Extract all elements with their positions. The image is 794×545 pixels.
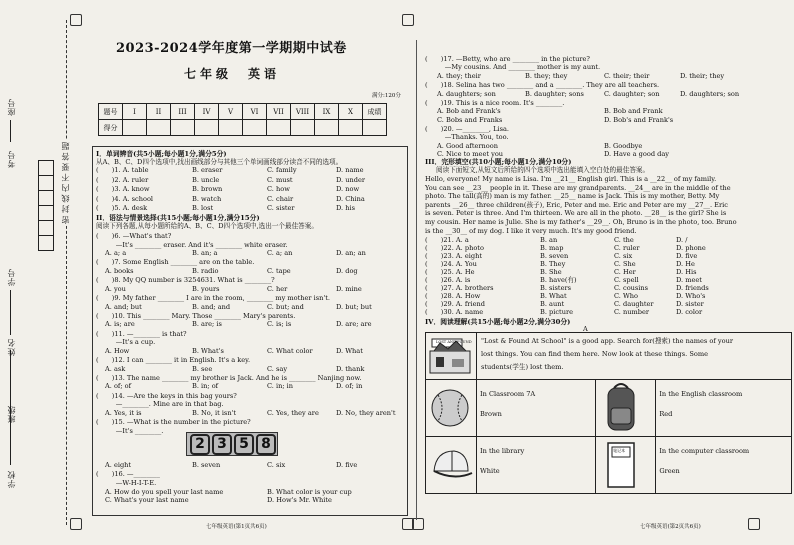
exam-no-box-6[interactable] [38, 235, 54, 251]
option-d: D. name [336, 166, 364, 174]
question-stem: —It's ________ eraser. And it's ________ white eraser. [96, 240, 288, 249]
question-stem: ( )16. —________ [96, 470, 160, 479]
option-c: C. but; and [267, 302, 304, 311]
option-d: D. thank [336, 364, 365, 373]
question-stem: ( )12. I can ________ it in English. It's a key. [96, 356, 251, 364]
full-score: 满分:120分 [372, 93, 401, 99]
item-info-cell [656, 437, 792, 494]
option-b: B. aunt [540, 300, 565, 308]
option-b: B. an; a [192, 249, 218, 258]
option-a: A. Yes, it is [105, 408, 142, 417]
item-place: In the computer classroom [659, 447, 750, 455]
option-b: B. brown [192, 185, 223, 194]
option-c: C. a; an [267, 249, 293, 258]
option-a: A. Bob and Frank's [437, 107, 501, 116]
option-b: B. Bob and Frank [604, 107, 663, 116]
section3-instructions: 阅读下面短文,从短文后所给的四个选项中选出能填入空白处的最佳答案。 [436, 166, 650, 174]
option-c: C. ruler [614, 244, 640, 252]
label-exam-no: 考号 [7, 150, 16, 168]
option-a: ( )21. A. a [425, 236, 469, 244]
option-a: ( )26. A. is [425, 276, 471, 284]
intro-line: students(学生) lost them. [481, 363, 564, 371]
option-c: C. daughter; son [604, 89, 660, 98]
option-c: C. is; is [267, 320, 292, 329]
option-b: B. in; of [192, 382, 219, 391]
option-d: D. five [676, 252, 698, 260]
option-c: C. spell [614, 276, 639, 284]
option-c: C. in; in [267, 382, 294, 391]
option-b: B. yours [192, 284, 220, 293]
punch-hole [70, 518, 82, 530]
digit-card: 5 [234, 434, 254, 455]
passage-line: is the __30__ of my dog. I like it very much. It's my good friend. [425, 226, 637, 235]
label-class: 班级 [7, 405, 16, 423]
question-stem: ( )8. My QQ number is 3254631. What is ________? [96, 276, 275, 285]
option-d: D. mine [336, 284, 362, 293]
score-col: II [147, 104, 171, 120]
item-color: White [480, 467, 500, 475]
question-stem: ( )18. Selina has two ________ and a ________. They are all teachers. [425, 81, 660, 90]
option-c: C. tape [267, 267, 291, 275]
score-table [98, 103, 387, 136]
option-c: C. sister [267, 204, 295, 213]
option-b: B. seven [192, 461, 221, 470]
digit-card: 2 [190, 434, 210, 455]
page-footer-left: 七年级英语(第1页共6页) [206, 524, 267, 530]
option-b: B. they; they [525, 71, 568, 80]
option-a: C. Nice to meet you [437, 150, 504, 158]
option-a: A. How do you spell your last name [105, 487, 224, 496]
option-c: C. their; their [604, 71, 650, 80]
section2-heading: II．语法与情景选择(共15小题;每小题1分,满分15分) [96, 214, 260, 222]
option-a: ( )22. A. photo [425, 244, 484, 252]
lost-sign-cell [426, 333, 477, 380]
option-c: C. chair [267, 194, 294, 203]
lost-sign-text: LOST AND FOUND [436, 340, 472, 344]
option-a: A. ask [105, 364, 126, 373]
page-divider [416, 40, 417, 520]
option-a: ( )25. A. He [425, 268, 475, 276]
exam-no-box-1[interactable] [38, 160, 54, 176]
exam-title: 2023-2024学年度第一学期期中试卷 [116, 41, 347, 56]
item-picture-cell [426, 437, 477, 494]
baseball-cap-icon [426, 437, 476, 493]
option-c: C. six [614, 252, 633, 260]
score-cell[interactable] [147, 120, 171, 136]
passage-line: parents __26__ three children(孩子), Eric, Peter and me. Eric and Peter are my __27__. Eric [425, 200, 728, 209]
option-d: D. China [336, 194, 365, 203]
option-b: B. eraser [192, 166, 223, 174]
score-cell[interactable] [291, 120, 315, 136]
section1-instructions: 从A、B、C、D四个选项中,找出画线部分与其他三个单词画线部分读音不同的选项。 [96, 158, 343, 166]
label-name: 姓名 [7, 338, 16, 356]
exam-no-box-2[interactable] [38, 175, 54, 191]
intro-cell [477, 333, 792, 380]
option-b: B. uncle [192, 175, 220, 184]
item-info-cell [477, 380, 596, 437]
score-cell[interactable] [315, 120, 339, 136]
section3-heading: III．完形填空(共10小题;每小题1分,满分10分) [425, 158, 572, 166]
score-col: 成绩 [363, 104, 387, 120]
option-a: A. a; a [105, 249, 127, 258]
option-d: D. color [676, 308, 703, 316]
section1-heading: I．单词辨音(共5小题;每小题1分,满分5分) [96, 150, 227, 158]
option-a: ( )3. A. know [96, 185, 150, 194]
punch-hole [402, 14, 414, 26]
question-stem: ( )14. —Are the keys in this bag yours? [96, 391, 237, 400]
score-cell[interactable] [171, 120, 195, 136]
option-b: B. radio [192, 267, 219, 275]
question-stem: ( )13. The name ________ my brother is Jack. And he is ________ Nanjing now. [96, 373, 362, 382]
option-d: D. their; they [680, 71, 725, 80]
option-d: D. five [336, 461, 358, 470]
option-a: ( )1. A. table [96, 166, 149, 174]
option-a: A. daughters; son [437, 89, 496, 98]
passage-line: my cousin. Her name is Julie. She is my father's __29__. Oh, Bruno is in the photo, too. Bruno [425, 218, 737, 226]
passage-line: Hello, everyone! My name is Lisa. I'm __21__ English girl. This is a __22__ of my family. [425, 175, 717, 183]
question-stem: ( )15. —What is the number in the picture? [96, 418, 251, 426]
question-stem: ( )7. Some English ________ are on the table. [96, 258, 255, 267]
score-cell[interactable] [267, 120, 291, 136]
option-c: C. Her [614, 268, 636, 276]
option-a: A. books [105, 267, 134, 275]
option-d: D. Who's [676, 292, 706, 300]
option-d: D. What [336, 346, 363, 355]
score-header: 题号 [99, 104, 123, 120]
item-color: Green [659, 467, 680, 475]
digit-picture [186, 432, 278, 456]
option-b: B. are; is [192, 320, 222, 329]
option-a: ( )28. A. How [425, 292, 481, 300]
score-col: I [123, 104, 147, 120]
option-b: B. have(有) [540, 276, 577, 284]
punch-hole [70, 14, 82, 26]
score-col: X [339, 104, 363, 120]
item-picture-cell [596, 437, 656, 494]
question-stem: ( )17. —Betty, who are ________ in the picture? [425, 55, 590, 63]
question-stem: ( )10. This ________ Mary. Those ________ Mary's parents. [96, 311, 296, 320]
question-stem: —It's a cup. [96, 338, 156, 347]
option-a: C. What's your last name [105, 496, 189, 505]
option-a: A. of; of [105, 382, 132, 391]
seal-text: 密 封 线 内 不 要 答 题 [61, 142, 70, 224]
option-c: C. six [267, 461, 286, 470]
option-d: D. are; are [336, 320, 372, 329]
item-color: Brown [480, 410, 502, 418]
item-place: In Classroom 7A [480, 390, 536, 398]
notebook-icon [596, 437, 646, 493]
binding-strip [0, 0, 86, 545]
option-b: B. lost [192, 204, 214, 213]
passage-line: photo. The tall(高的) man is my father. __25__ name is Jack. This is my mother, Betty. My [425, 192, 720, 201]
seat-line [10, 120, 11, 142]
score-col: III [171, 104, 195, 120]
option-b: B. picture [540, 308, 574, 316]
passage-line: You can see __23__ people in it. These are my grandparents. __24__ are in the middle of the [425, 183, 731, 192]
option-b: B. and; and [192, 302, 231, 311]
score-col: VII [267, 104, 291, 120]
notebook-label: 笔记本 [613, 448, 626, 453]
option-c: C. how [267, 185, 290, 194]
option-b: B. sisters [540, 284, 572, 292]
option-b: B. They [540, 260, 566, 268]
item-place: In the library [480, 447, 525, 455]
question-stem: ( )6. —What's that? [96, 232, 172, 240]
label-seat-no: 座号 [7, 98, 16, 116]
score-col: IX [315, 104, 339, 120]
item-picture-cell [426, 380, 477, 437]
option-d: D. now [336, 185, 360, 194]
subject-label: 英语 [248, 67, 281, 81]
option-d: D. No, they aren't [336, 408, 396, 417]
exam-no-box-4[interactable] [38, 205, 54, 221]
question-stem: —Thanks. You, too. [425, 133, 509, 142]
question-stem: —________. Mine are in that bag. [96, 400, 224, 409]
passage-line: is seven. Peter is three. And I'm thirteen. We are all in the photo. __28__ is the girl? She is [425, 209, 727, 218]
class-line [10, 350, 11, 400]
option-b: B. map [540, 244, 564, 252]
score-col: V [219, 104, 243, 120]
item-color: Red [659, 410, 673, 418]
section2-instructions: 阅读下列各题,从每小题所给的A、B、C、D四个选项中,选出一个最佳答案。 [96, 222, 318, 230]
option-d: D. but; but [336, 302, 372, 311]
option-c: C. her [267, 284, 288, 293]
label-school: 学校 [7, 470, 16, 488]
question-stem: —W-H-I-T-E. [96, 479, 157, 487]
option-a: ( )30. A. name [425, 308, 484, 316]
option-a: C. Bobs and Franks [437, 115, 503, 124]
score-cell[interactable] [363, 120, 387, 136]
option-d: D. sister [676, 300, 704, 308]
option-d: D. an; an [336, 249, 366, 258]
option-a: A. and; but [105, 302, 142, 311]
score-row-label: 得分 [99, 120, 123, 136]
option-a: A. Good afternoon [437, 141, 498, 150]
option-b: B. No, it isn't [192, 408, 237, 417]
option-a: ( )2. A. ruler [96, 175, 149, 184]
option-c: C. cousins [614, 284, 649, 292]
option-b: B. Goodbye [604, 141, 643, 150]
exam-no-box-3[interactable] [38, 190, 54, 206]
score-col: VIII [291, 104, 315, 120]
option-c: C. What color [267, 346, 313, 355]
option-a: A. is; are [105, 320, 135, 329]
punch-hole [412, 518, 424, 530]
option-a: A. they; their [437, 71, 481, 80]
option-c: C. the [614, 236, 634, 244]
exam-no-box-5[interactable] [38, 220, 54, 236]
option-a: A. you [105, 284, 126, 293]
question-stem: ( )11. —________ is that? [96, 329, 187, 338]
question-stem: ( )19. This is a nice room. It's ________. [425, 99, 565, 107]
option-d: D. / [676, 236, 688, 244]
option-a: ( )4. A. school [96, 194, 154, 203]
passage-label: A [583, 325, 588, 333]
option-a: ( )24. A. You [425, 260, 477, 268]
option-c: C. Yes, they are [267, 408, 319, 417]
option-d: D. phone [676, 244, 706, 252]
score-cell[interactable] [243, 120, 267, 136]
option-b: B. see [192, 364, 213, 373]
option-c: C. She [614, 260, 636, 268]
intro-line: lost things. You can find them here. Now look at these things. Some [481, 350, 708, 358]
question-stem: ( )20. —________, Lisa. [425, 124, 509, 133]
option-d: D. He [676, 260, 695, 268]
question-stem: —It's ________. [96, 426, 164, 435]
backpack-icon [596, 380, 646, 436]
score-cell[interactable] [123, 120, 147, 136]
option-b: B. What's [192, 346, 224, 355]
baseball-icon [426, 380, 476, 436]
intro-line: "Lost & Found At School" is a good app. Search for(搜索) the names of your [481, 337, 733, 345]
option-c: C. Who [614, 292, 638, 300]
item-info-cell [656, 380, 792, 437]
lost-found-table [425, 332, 792, 494]
option-b: B. daughter; sons [525, 89, 584, 98]
page-footer-right: 七年级英语(第2页共6页) [640, 524, 701, 530]
option-c: C. must [267, 175, 293, 184]
section4-heading: IV．阅读理解(共15小题;每小题2分,满分30分) [425, 318, 571, 326]
option-b: B. What [540, 292, 567, 300]
score-cell[interactable] [339, 120, 363, 136]
option-d: D. his [336, 204, 355, 213]
label-student-no: 学号 [7, 268, 16, 286]
option-a: ( )5. A. desk [96, 204, 148, 213]
score-col: IV [195, 104, 219, 120]
option-c: C. say [267, 364, 288, 373]
item-info-cell [477, 437, 596, 494]
option-a: ( )29. A. friend [425, 300, 485, 308]
grade-label: 七年级 [184, 67, 233, 81]
option-d: D. His [676, 268, 697, 276]
option-d: D. friends [676, 284, 709, 292]
digit-card: 3 [212, 434, 232, 455]
seal-line [66, 20, 67, 525]
digit-card: 8 [256, 434, 276, 455]
score-cell[interactable] [195, 120, 219, 136]
item-picture-cell [596, 380, 656, 437]
name-line [10, 290, 11, 335]
option-d: D. meet [676, 276, 702, 284]
option-c: C. daughter [614, 300, 654, 308]
option-a: ( )23. A. eight [425, 252, 482, 260]
option-a: A. How [105, 346, 130, 355]
item-place: In the English classroom [659, 390, 743, 398]
option-b: B. an [540, 236, 558, 244]
option-c: D. How's Mr. White [267, 496, 332, 505]
option-d: D. dog [336, 267, 358, 275]
option-b: B. seven [540, 252, 569, 260]
option-b: D. Bob's and Frank's [604, 115, 674, 124]
question-stem: ( )9. My father ________ I are in the room, ________ my mother isn't. [96, 294, 330, 302]
option-a: A. eight [105, 461, 132, 470]
option-a: ( )27. A. brothers [425, 284, 494, 292]
option-d: D. daughters; son [680, 89, 740, 98]
punch-hole [748, 518, 760, 530]
option-c: C. family [267, 166, 297, 174]
score-cell[interactable] [219, 120, 243, 136]
option-d: D. of; in [336, 382, 363, 391]
option-b: B. She [540, 268, 562, 276]
option-d: D. under [336, 175, 366, 184]
question-stem: —My cousins. And ________ mother is my aunt. [425, 63, 601, 72]
option-b: D. Have a good day [604, 150, 670, 158]
option-c: C. number [614, 308, 650, 316]
option-c: B. What color is your cup [267, 487, 352, 496]
score-col: VI [243, 104, 267, 120]
option-b: B. watch [192, 194, 222, 203]
